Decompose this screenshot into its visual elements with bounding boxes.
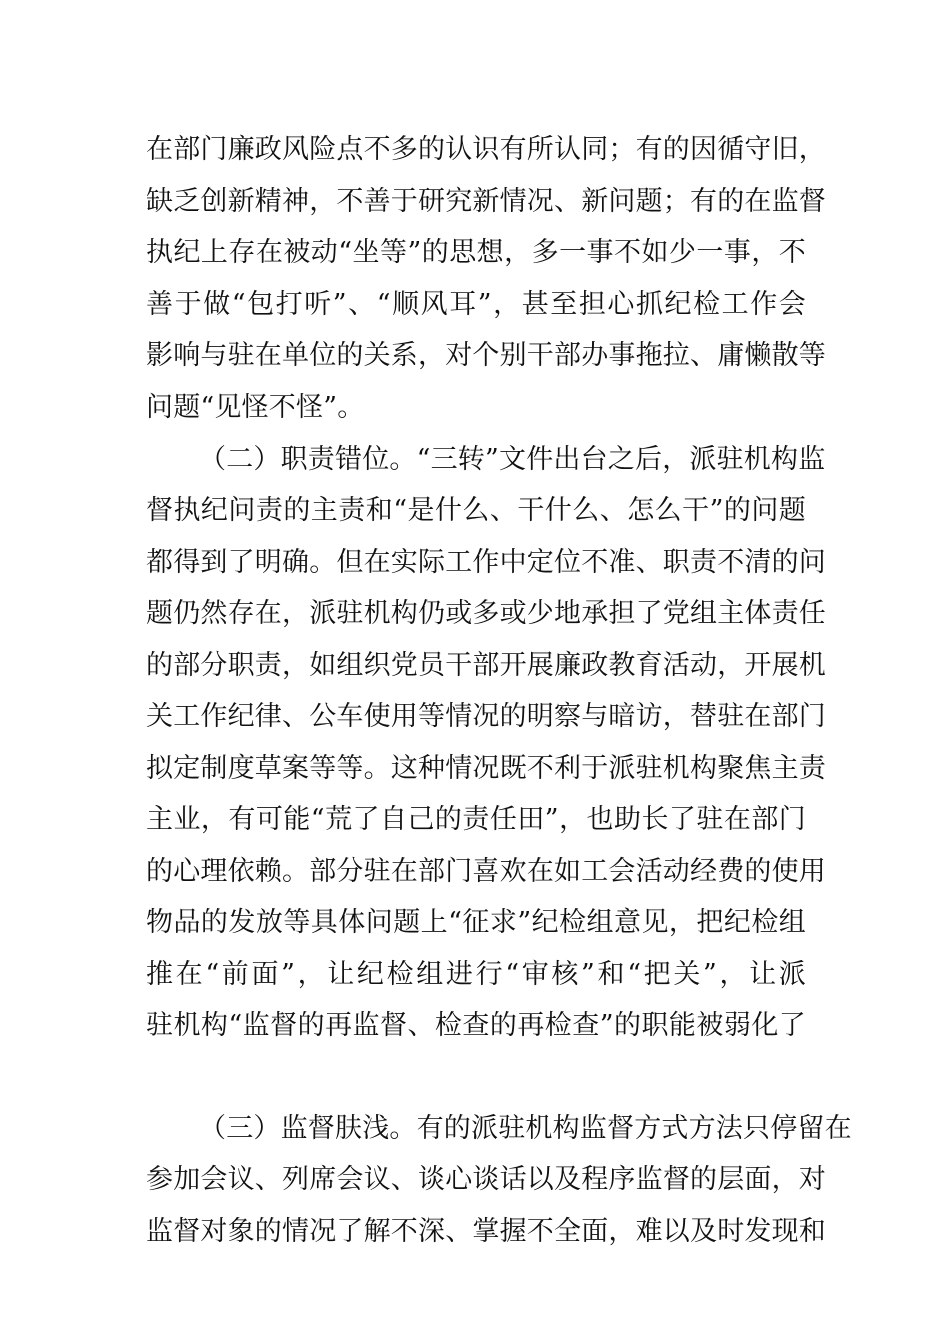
text-line: 执纪上存在被动“坐等”的思想，多一事不如少一事，不 — [146, 237, 806, 268]
text-line: 题仍然存在，派驻机构仍或多或少地承担了党组主体责任 — [146, 598, 826, 629]
text-line: 影响与驻在单位的关系，对个别干部办事拖拉、庸懒散等 — [146, 340, 826, 371]
text-line: 拟定制度草案等等。这种情况既不利于派驻机构聚焦主责 — [146, 753, 826, 784]
text-line: 问题“见怪不怪”。 — [146, 392, 365, 423]
text-line: 推在“前面”，让纪检组进行“审核”和“把关”，让派 — [146, 959, 806, 990]
text-line: 监督对象的情况了解不深、掌握不全面，难以及时发现和 — [146, 1216, 826, 1247]
text-line: 善于做“包打听”、“顺风耳”，甚至担心抓纪检工作会 — [146, 289, 806, 320]
text-line: 主业，有可能“荒了自己的责任田”，也助长了驻在部门 — [146, 804, 806, 835]
text-line: 的心理依赖。部分驻在部门喜欢在如工会活动经费的使用 — [146, 856, 826, 887]
text-line: 缺乏创新精神，不善于研究新情况、新问题；有的在监督 — [146, 186, 826, 217]
text-line: 的部分职责，如组织党员干部开展廉政教育活动，开展机 — [146, 650, 826, 681]
text-line: 在部门廉政风险点不多的认识有所认同；有的因循守旧， — [146, 134, 826, 165]
text-line: 物品的发放等具体问题上“征求”纪检组意见，把纪检组 — [146, 907, 806, 938]
section-heading-line: （二）职责错位。“三转”文件出台之后，派驻机构监 — [199, 444, 826, 475]
section-heading-line: （三）监督肤浅。有的派驻机构监督方式方法只停留在 — [199, 1113, 852, 1144]
text-line: 参加会议、列席会议、谈心谈话以及程序监督的层面，对 — [146, 1164, 826, 1195]
text-line: 驻机构“监督的再监督、检查的再检查”的职能被弱化了 — [146, 1010, 806, 1041]
text-line: 督执纪问责的主责和“是什么、干什么、怎么干”的问题 — [146, 495, 806, 526]
text-line: 都得到了明确。但在实际工作中定位不准、职责不清的问 — [146, 547, 826, 578]
text-line: 关工作纪律、公车使用等情况的明察与暗访，替驻在部门 — [146, 701, 826, 732]
